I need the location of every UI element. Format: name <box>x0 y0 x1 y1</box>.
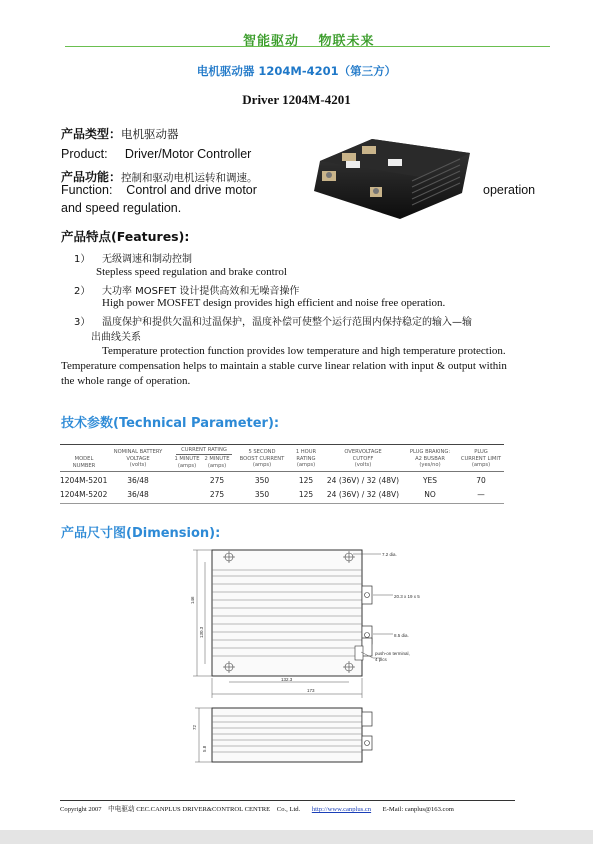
spec-header-rule <box>60 471 504 472</box>
header-rule <box>65 46 550 47</box>
footer-copyright: Copyright 2007 中电驱动 CEC.CANPLUS DRIVER&CONTROL CENTRE Co., Ltd. <box>60 806 301 813</box>
feature-1-en: Stepless speed regulation and brake control <box>96 266 287 278</box>
th-overvoltage-1: OVERVOLTAGE <box>344 449 382 455</box>
label-dim-146: 146 <box>190 596 195 604</box>
th-overvoltage-3: (volts) <box>354 462 372 468</box>
label-small-hole: 8.5 dia. <box>394 633 409 638</box>
th-voltage-1: NOMINAL BATTERY <box>113 449 163 455</box>
feature-3-cn2: 出曲线关系 <box>91 332 141 343</box>
features-heading: 产品特点(Features): <box>61 229 190 244</box>
product-type-label: 产品类型： <box>61 127 122 141</box>
title-cn: 电机驱动器 1204M-4201（第三方） <box>196 64 397 78</box>
th-2min <box>202 456 232 469</box>
th-boost-1: 5 SECOND <box>248 449 276 455</box>
th-1hour-1: 1 HOUR <box>295 449 317 455</box>
cell-r2-plug-braking: NO <box>424 490 436 499</box>
dimension-heading: 产品尺寸图(Dimension): <box>61 526 221 541</box>
feature-3-cn: 温度保护和提供欠温和过温保护，温度补偿可使整个运行范围内保持稳定的输入—输 <box>102 317 472 328</box>
th-plug-limit-3: (amps) <box>471 462 491 468</box>
footer-email: E-Mail: canplus@163.com <box>382 806 454 813</box>
th-overvoltage-2: CUTOFF <box>352 455 374 462</box>
title-en: Driver 1204M-4201 <box>242 92 351 107</box>
th-plug-braking-1: PLUG BRAKING: <box>409 449 451 455</box>
cell-r1-boost: 350 <box>254 476 270 485</box>
th-1hour-3: (amps) <box>296 462 316 468</box>
label-push-on-1: push-on terminal, <box>375 651 410 656</box>
feature-1-cn: 无级调速和制动控制 <box>102 254 192 265</box>
th-overvoltage <box>330 449 396 469</box>
feature-2-cn: 大功率 MOSFET 设计提供高效和无噪音操作 <box>102 286 300 297</box>
cell-r2-2min: 275 <box>209 490 225 499</box>
cell-r2-model: 1204M-5202 <box>60 490 108 499</box>
product-type-value: 电机驱动器 <box>121 127 179 141</box>
th-plug-braking <box>402 449 458 469</box>
th-1min-2: (amps) <box>177 462 197 469</box>
th-model <box>60 456 108 469</box>
th-plug-limit-1: PLUG <box>474 449 488 455</box>
cell-r1-overvoltage: 24 (36V) / 32 (48V) <box>326 476 400 485</box>
function-en-op: operation <box>483 183 536 197</box>
label-hole-dia: 7.2 dia. <box>382 552 397 557</box>
th-1min <box>172 456 202 469</box>
feature-3-en: Temperature protection function provides low temperature and high temperature protection. <box>102 345 506 357</box>
th-model-1: MODEL <box>74 456 94 462</box>
cell-r2-overvoltage: 24 (36V) / 32 (48V) <box>326 490 400 499</box>
function-value: 控制和驱动电机运转和调速。 <box>121 172 258 184</box>
dimension-drawing <box>185 542 475 782</box>
th-2min-2: (amps) <box>207 462 227 469</box>
function-en-2: and speed regulation. <box>61 201 182 215</box>
cell-r2-boost: 350 <box>254 490 270 499</box>
cell-r1-model: 1204M-5201 <box>60 476 108 485</box>
th-plug-braking-2: A2 BUSBAR <box>415 455 445 462</box>
cell-r2-voltage: 36/48 <box>127 490 149 499</box>
label-dim-173: 173 <box>307 688 315 693</box>
th-plug-limit-2: CURRENT LIMIT <box>460 455 502 462</box>
spec-top-rule <box>60 444 504 445</box>
th-plug-limit <box>458 449 504 469</box>
page-bottom-band <box>0 830 593 844</box>
footer-rule <box>60 800 515 801</box>
label-dim-130: 130.3 <box>199 626 204 638</box>
th-boost <box>236 449 288 469</box>
spec-group-header: CURRENT RATING <box>176 447 232 455</box>
feature-3-en3: the whole range of operation. <box>61 375 191 387</box>
function-label: 产品功能： <box>61 170 122 184</box>
spec-bottom-rule <box>60 503 504 504</box>
product-en: Product: Driver/Motor Controller <box>61 147 252 161</box>
label-dim-58: 5.8 <box>202 745 207 752</box>
feature-1-num: 1） <box>74 254 91 265</box>
footer <box>60 803 454 813</box>
cell-r1-1hour: 125 <box>298 476 314 485</box>
th-model-2: NUMBER <box>72 462 96 469</box>
label-push-on-2: 4 plcs <box>375 657 387 662</box>
th-voltage <box>108 449 168 469</box>
cell-r2-1hour: 125 <box>298 490 314 499</box>
controller-photo <box>312 131 472 221</box>
header-slogan: 智能驱动 物联未来 <box>243 34 375 49</box>
th-1hour <box>290 449 322 469</box>
th-boost-2: BOOST CURRENT <box>239 455 285 462</box>
feature-2-num: 2） <box>74 286 91 297</box>
cell-r2-plug-limit: — <box>477 490 485 499</box>
cell-r1-voltage: 36/48 <box>127 476 149 485</box>
label-dim-132: 132.3 <box>281 677 293 682</box>
th-2min-1: 2 MINUTE <box>204 456 230 462</box>
th-plug-braking-3: (yes/no) <box>419 462 441 468</box>
feature-3-en2: Temperature compensation helps to maintain a stable curve linear relation with input & output within <box>61 360 507 372</box>
footer-url-link[interactable]: http://www.canplus.cn <box>311 806 372 813</box>
feature-2-en: High power MOSFET design provides high efficient and noise free operation. <box>102 297 446 309</box>
function-en-1: Function: Control and drive motor <box>61 183 257 197</box>
th-1hour-2: RATING <box>296 455 316 462</box>
label-dim-72: 72 <box>192 724 197 730</box>
cell-r1-plug-limit: 70 <box>476 476 486 485</box>
tech-heading: 技术参数(Technical Parameter): <box>61 416 280 431</box>
cell-r1-plug-braking: YES <box>422 476 438 485</box>
th-boost-3: (amps) <box>252 462 272 468</box>
label-terminal: 20.3 x 19 x 5 <box>394 594 420 599</box>
product-type-line <box>61 123 179 142</box>
th-voltage-3: (volts) <box>129 462 147 468</box>
cell-r1-2min: 275 <box>209 476 225 485</box>
feature-3-num: 3） <box>74 317 91 328</box>
th-1min-1: 1 MINUTE <box>174 456 200 462</box>
th-voltage-2: VOLTAGE <box>126 455 150 462</box>
